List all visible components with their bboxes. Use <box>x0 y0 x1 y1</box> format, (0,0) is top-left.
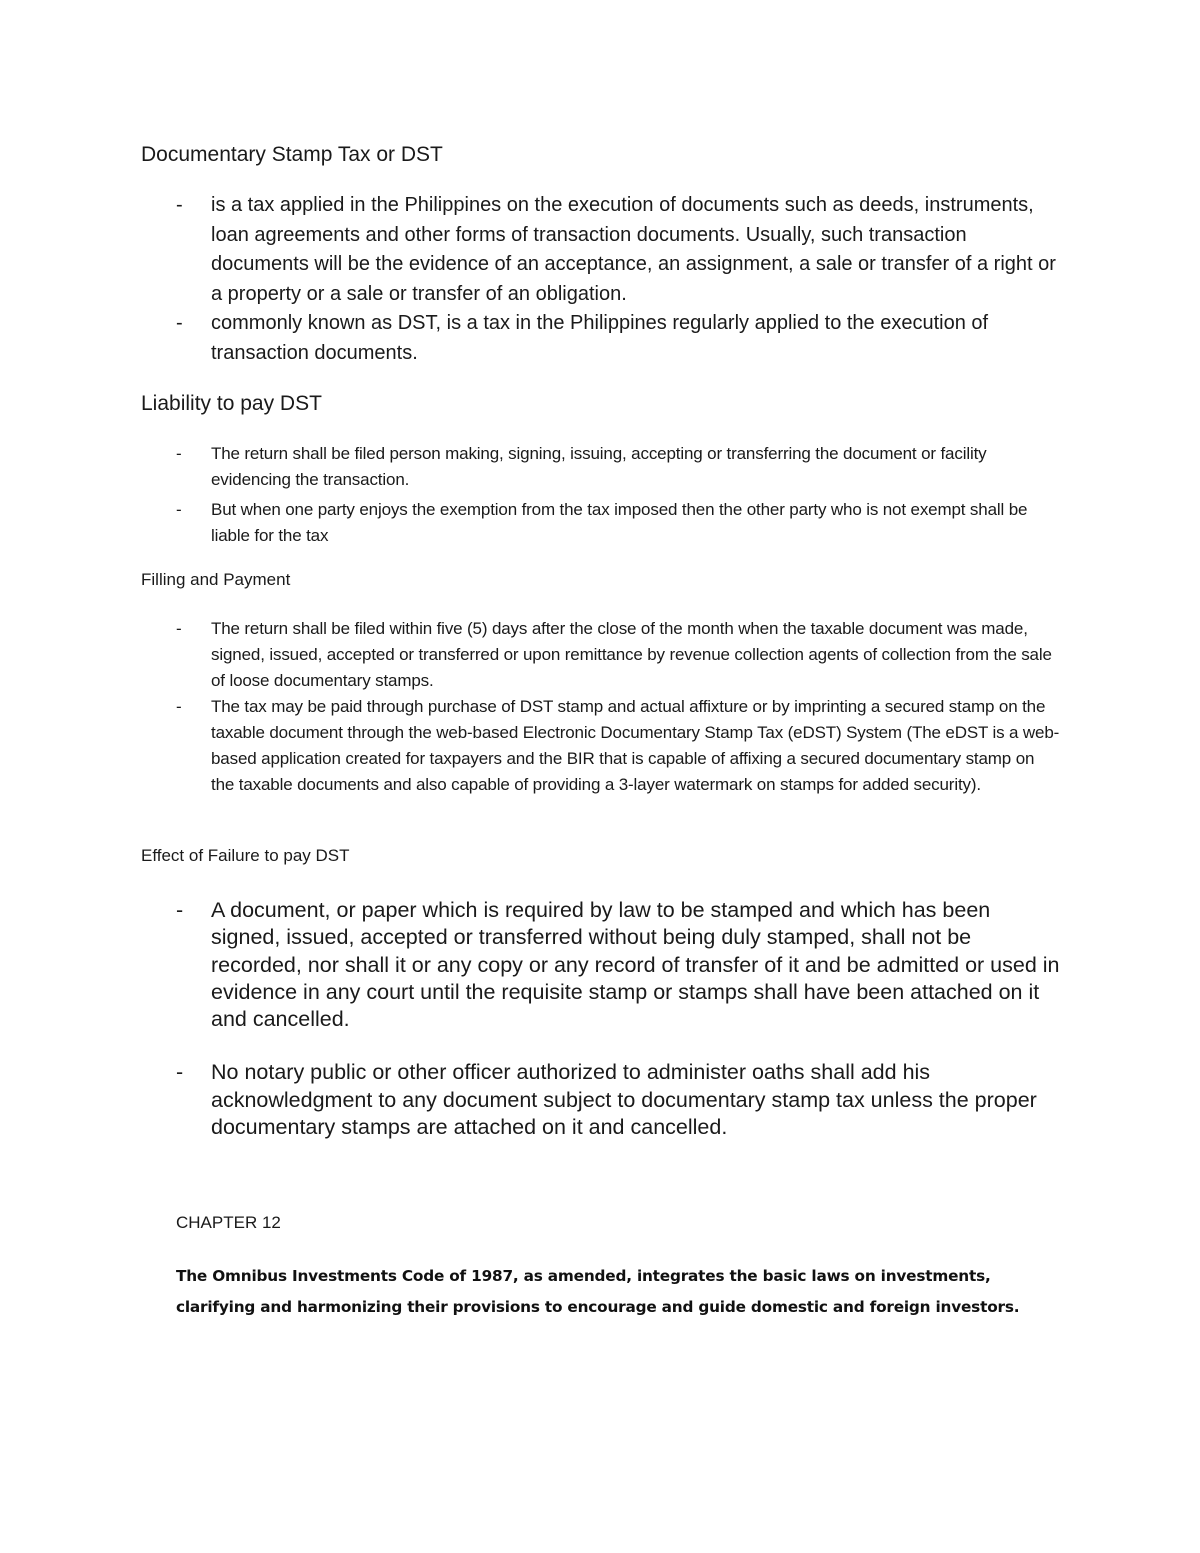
chapter-intro: The Omnibus Investments Code of 1987, as amended, integrates the basic laws on investments, clarifying and harmonizing their provisions to encourage and guide domestic and foreign investors. <box>176 1267 1020 1316</box>
section-heading-dst: Documentary Stamp Tax or DST <box>141 143 443 166</box>
section-heading-liability: Liability to pay DST <box>141 392 322 415</box>
list-item: - The tax may be paid through purchase of DST stamp and actual affixture or by imprinting a secured stamp on the taxable document through the web-based Electronic Documentary Stamp Tax (eDST) System (The eDST is a web-based application created for taxpayers and the BIR that is capable of affixing a secured documentary stamp on the taxable documents and also capable of providing a 3-layer watermark on stamps for added security). <box>0 694 1061 798</box>
section-heading-filling: Filling and Payment <box>141 570 291 589</box>
dst-bullet-list <box>0 191 1061 368</box>
list-item: - But when one party enjoys the exemption from the tax imposed then the other party who is not exempt shall be liable for the tax <box>0 497 1061 549</box>
list-item: - The return shall be filed person making, signing, issuing, accepting or transferring the document or facility evidencing the transaction. <box>0 441 1061 493</box>
list-item: - is a tax applied in the Philippines on the execution of documents such as deeds, instruments, loan agreements and other forms of transaction documents. Usually, such transaction documents will be the evidence of an acceptance, an assignment, a sale or transfer of a right or a property or a sale or transfer of an obligation. <box>0 191 1061 309</box>
section-heading-failure: Effect of Failure to pay DST <box>141 846 350 865</box>
list-item: - The return shall be filed within five (5) days after the close of the month when the taxable document was made, signed, issued, accepted or transferred or upon remittance by revenue collection agents of collection from the sale of loose documentary stamps. <box>0 616 1061 694</box>
filling-bullet-list <box>0 616 1061 798</box>
list-item: - commonly known as DST, is a tax in the Philippines regularly applied to the execution of transaction documents. <box>0 309 1061 368</box>
chapter-title: CHAPTER 12 <box>176 1213 281 1232</box>
list-item: - A document, or paper which is required by law to be stamped and which has been signed, issued, accepted or transferred without being duly stamped, shall not be recorded, nor shall it or any copy or any record of transfer of it and be admitted or used in evidence in any court until the requisite stamp or stamps shall have been attached on it and cancelled. <box>0 897 1061 1033</box>
list-item: - No notary public or other officer authorized to administer oaths shall add his acknowledgment to any document subject to documentary stamp tax unless the proper documentary stamps are attached on it and cancelled. <box>0 1059 1061 1141</box>
failure-bullet-list <box>0 897 1061 1141</box>
liability-bullet-list <box>0 441 1061 549</box>
